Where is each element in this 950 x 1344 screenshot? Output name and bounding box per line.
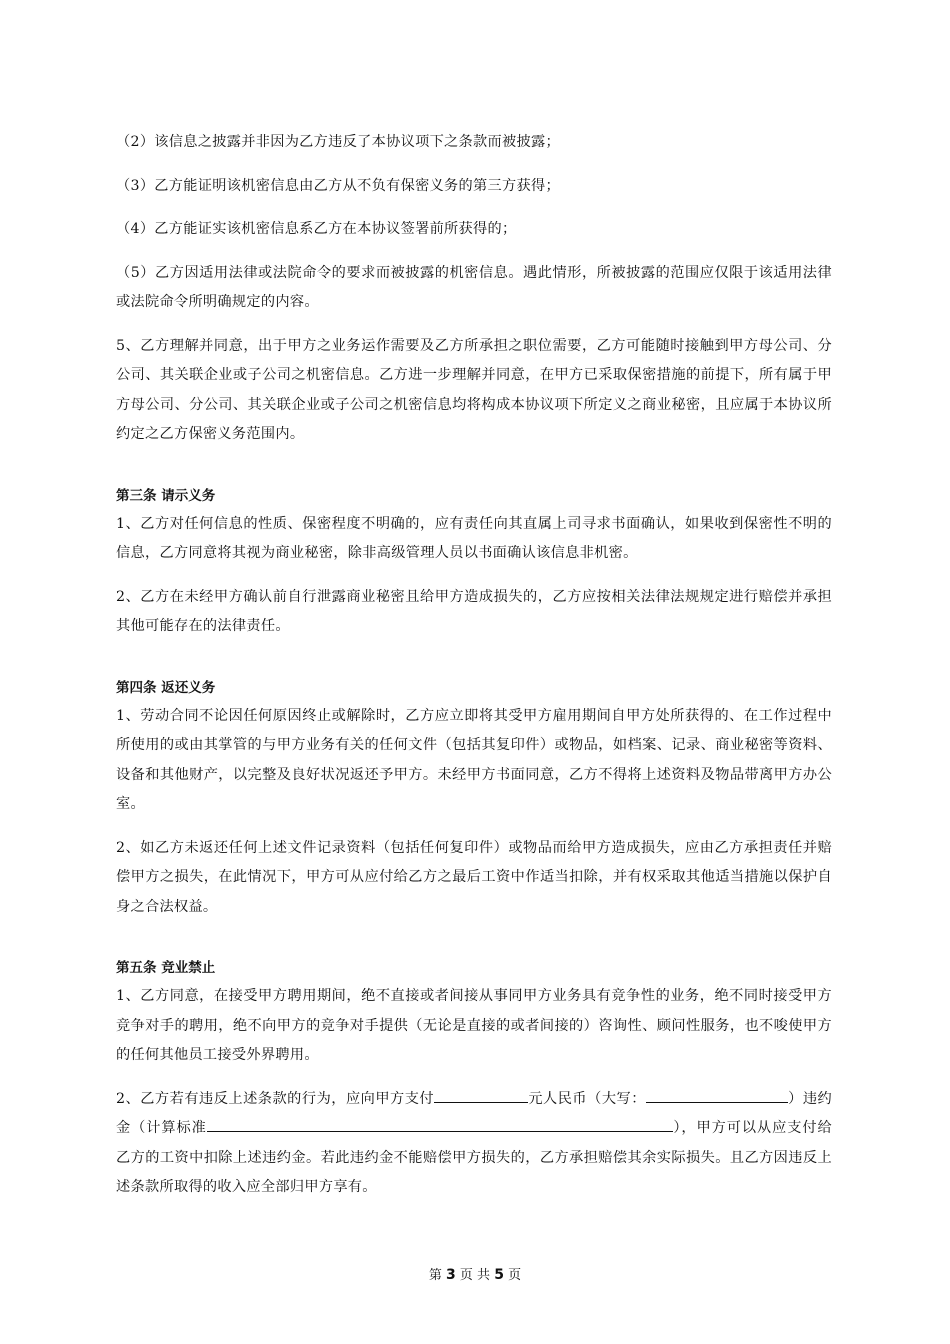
clause3-heading: 第三条 请示义务: [116, 487, 216, 504]
item-2: （2）该信息之披露并非因为乙方违反了本协议项下之条款而被披露；: [116, 134, 560, 150]
item-5: （5）乙方因适用法律或法院命令的要求而被披露的机密信息。遇此情形，所被披露的范围应仅限于该适用法律或法院命令所明确规定的内容。: [116, 264, 832, 310]
amount-capital-blank[interactable]: [646, 1088, 788, 1103]
clause5-item2-text-d: ），甲方可以从应支付给乙方的工资中扣除上述违约金。若此违约金不能赔偿甲方损失的，乙方承担赔偿其余实际损失。且乙方因违反上述条款所取得的收入应全部归甲方享有。: [116, 1120, 832, 1195]
item-4: （4）乙方能证实该机密信息系乙方在本协议签署前所获得的；: [116, 221, 517, 237]
clause4-item1: 1、劳动合同不论因任何原因终止或解除时，乙方应立即将其受甲方雇用期间自甲方处所获得的、在工作过程中所使用的或由其掌管的与甲方业务有关的任何文件（包括其复印件）或物品，如档案、记录、商业秘密等资料、设备和其他财产，以完整及良好状况返还予甲方。未经甲方书面同意，乙方不得将上述资料及物品带离甲方办公室。: [116, 707, 832, 812]
clause5-heading: 第五条 竞业禁止: [116, 960, 216, 976]
clause5-item2-text-c: ）违约金（计算标准: [116, 1090, 833, 1136]
footer-prefix: 第: [428, 1268, 442, 1283]
footer-middle: 页 共: [459, 1268, 491, 1283]
clause3-item2: 2、乙方在未经甲方确认前自行泄露商业秘密且给甲方造成损失的，乙方应按相关法律法规规定进行赔偿并承担其他可能存在的法律责任。: [116, 588, 832, 634]
clause4-item2: 2、如乙方未返还任何上述文件记录资料（包括任何复印件）或物品而给甲方造成损失，应由乙方承担责任并赔偿甲方之损失，在此情况下，甲方可从应付给乙方之最后工资中作适当扣除，并有权采取其他适当措施以保护自身之合法权益。: [116, 839, 832, 915]
item-3: （3）乙方能证明该机密信息由乙方从不负有保密义务的第三方获得；: [116, 177, 560, 194]
calculation-standard-blank[interactable]: [207, 1117, 673, 1132]
document-body: [116, 128, 832, 1217]
clause5-item2-text-b: 元人民币（大写：: [528, 1090, 646, 1107]
footer-suffix: 页: [508, 1268, 522, 1283]
clause5-item2: [116, 1085, 832, 1203]
clause3-item1: 1、乙方对任何信息的性质、保密程度不明确的，应有责任向其直属上司寻求书面确认，如果收到保密性不明的信息，乙方同意将其视为商业秘密，除非高级管理人员以书面确认该信息非机密。: [116, 515, 832, 561]
clause5-item1: 1、乙方同意，在接受甲方聘用期间，绝不直接或者间接从事同甲方业务具有竞争性的业务，绝不同时接受甲方竞争对手的聘用，绝不向甲方的竞争对手提供（无论是直接的或者间接的）咨询性、顾问性服务，也不唆使甲方的任何其他员工接受外界聘用。: [116, 988, 832, 1063]
clause4-heading: 第四条 返还义务: [116, 679, 216, 696]
page-footer: [0, 1264, 950, 1283]
clause5-item2-text-a: 2、乙方若有违反上述条款的行为，应向甲方支付: [116, 1090, 435, 1107]
amount-blank[interactable]: [434, 1088, 528, 1103]
total-page-number: 5: [494, 1267, 504, 1283]
clause2-item5: 5、乙方理解并同意，出于甲方之业务运作需要及乙方所承担之职位需要，乙方可能随时接触到甲方母公司、分公司、其关联企业或子公司之机密信息。乙方进一步理解并同意，在甲方已采取保密措施的前提下，所有属于甲方母公司、分公司、其关联企业或子公司之机密信息均将构成本协议项下所定义之商业秘密，且应属于本协议所约定之乙方保密义务范围内。: [116, 337, 832, 442]
current-page-number: 3: [446, 1267, 456, 1283]
